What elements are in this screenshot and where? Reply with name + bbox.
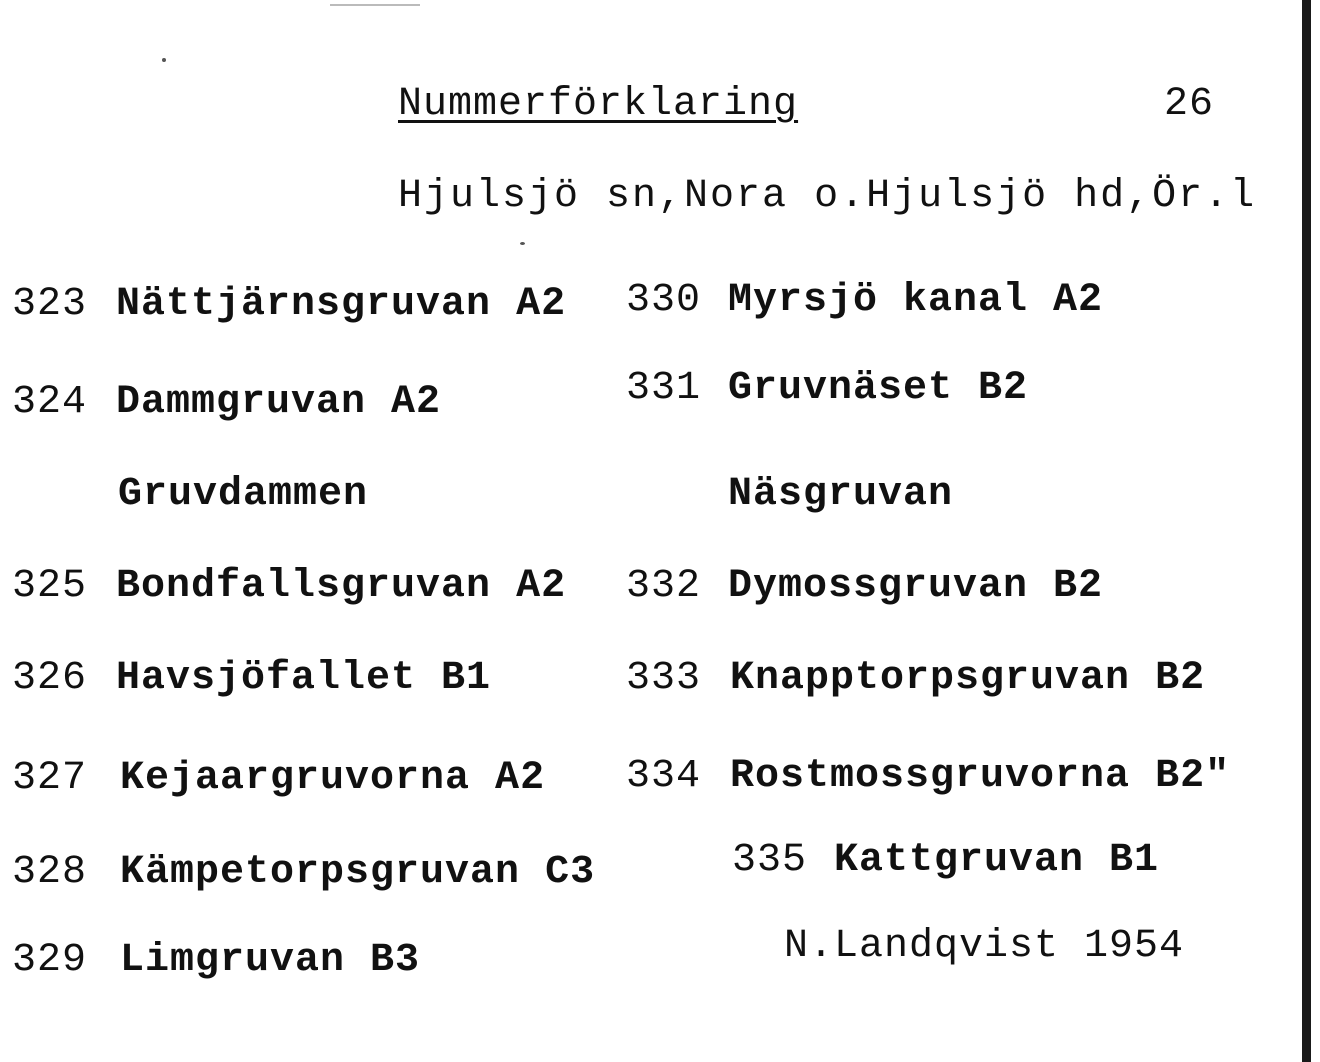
- entry-name: Kämpetorpsgruvan C3: [120, 850, 596, 895]
- speck: [162, 58, 166, 62]
- entry-number: 333: [626, 656, 702, 701]
- entry-name: Myrsjö kanal A2: [728, 278, 1104, 323]
- card-title: Nummerförklaring: [398, 82, 799, 127]
- entry-name: Rostmossgruvorna B2": [730, 754, 1231, 799]
- entry-alt-name: Näsgruvan: [728, 472, 954, 517]
- entry-number: 327: [12, 756, 88, 801]
- entry-number: 334: [626, 754, 702, 799]
- entry-name: Knapptorpsgruvan B2: [730, 656, 1206, 701]
- entry-alt-name: Gruvdammen: [118, 472, 369, 517]
- parish-heading: Hjulsjö sn,Nora o.Hjulsjö hd,Ör.l: [398, 174, 1257, 219]
- entry-number: 335: [732, 838, 808, 883]
- entry-number: 326: [12, 656, 88, 701]
- entry-name: Havsjöfallet B1: [116, 656, 492, 701]
- entry-name: Nättjärnsgruvan A2: [116, 282, 567, 327]
- entry-number: 332: [626, 564, 702, 609]
- entry-name: Kejaargruvorna A2: [120, 756, 546, 801]
- entry-name: Dymossgruvan B2: [728, 564, 1104, 609]
- entry-number: 330: [626, 278, 702, 323]
- entry-name: Dammgruvan A2: [116, 380, 442, 425]
- speck: [330, 4, 420, 6]
- entry-number: 324: [12, 380, 88, 425]
- signature: N.Landqvist 1954: [784, 924, 1185, 969]
- card-edge-line: [1302, 0, 1311, 1062]
- entry-name: Gruvnäset B2: [728, 366, 1029, 411]
- entry-name: Limgruvan B3: [120, 938, 421, 983]
- entry-number: 331: [626, 366, 702, 411]
- entry-number: 323: [12, 282, 88, 327]
- entry-number: 329: [12, 938, 88, 983]
- entry-number: 328: [12, 850, 88, 895]
- entry-number: 325: [12, 564, 88, 609]
- entry-name: Kattgruvan B1: [834, 838, 1160, 883]
- entry-name: Bondfallsgruvan A2: [116, 564, 567, 609]
- page-number: 26: [1164, 82, 1215, 127]
- speck: [520, 242, 525, 245]
